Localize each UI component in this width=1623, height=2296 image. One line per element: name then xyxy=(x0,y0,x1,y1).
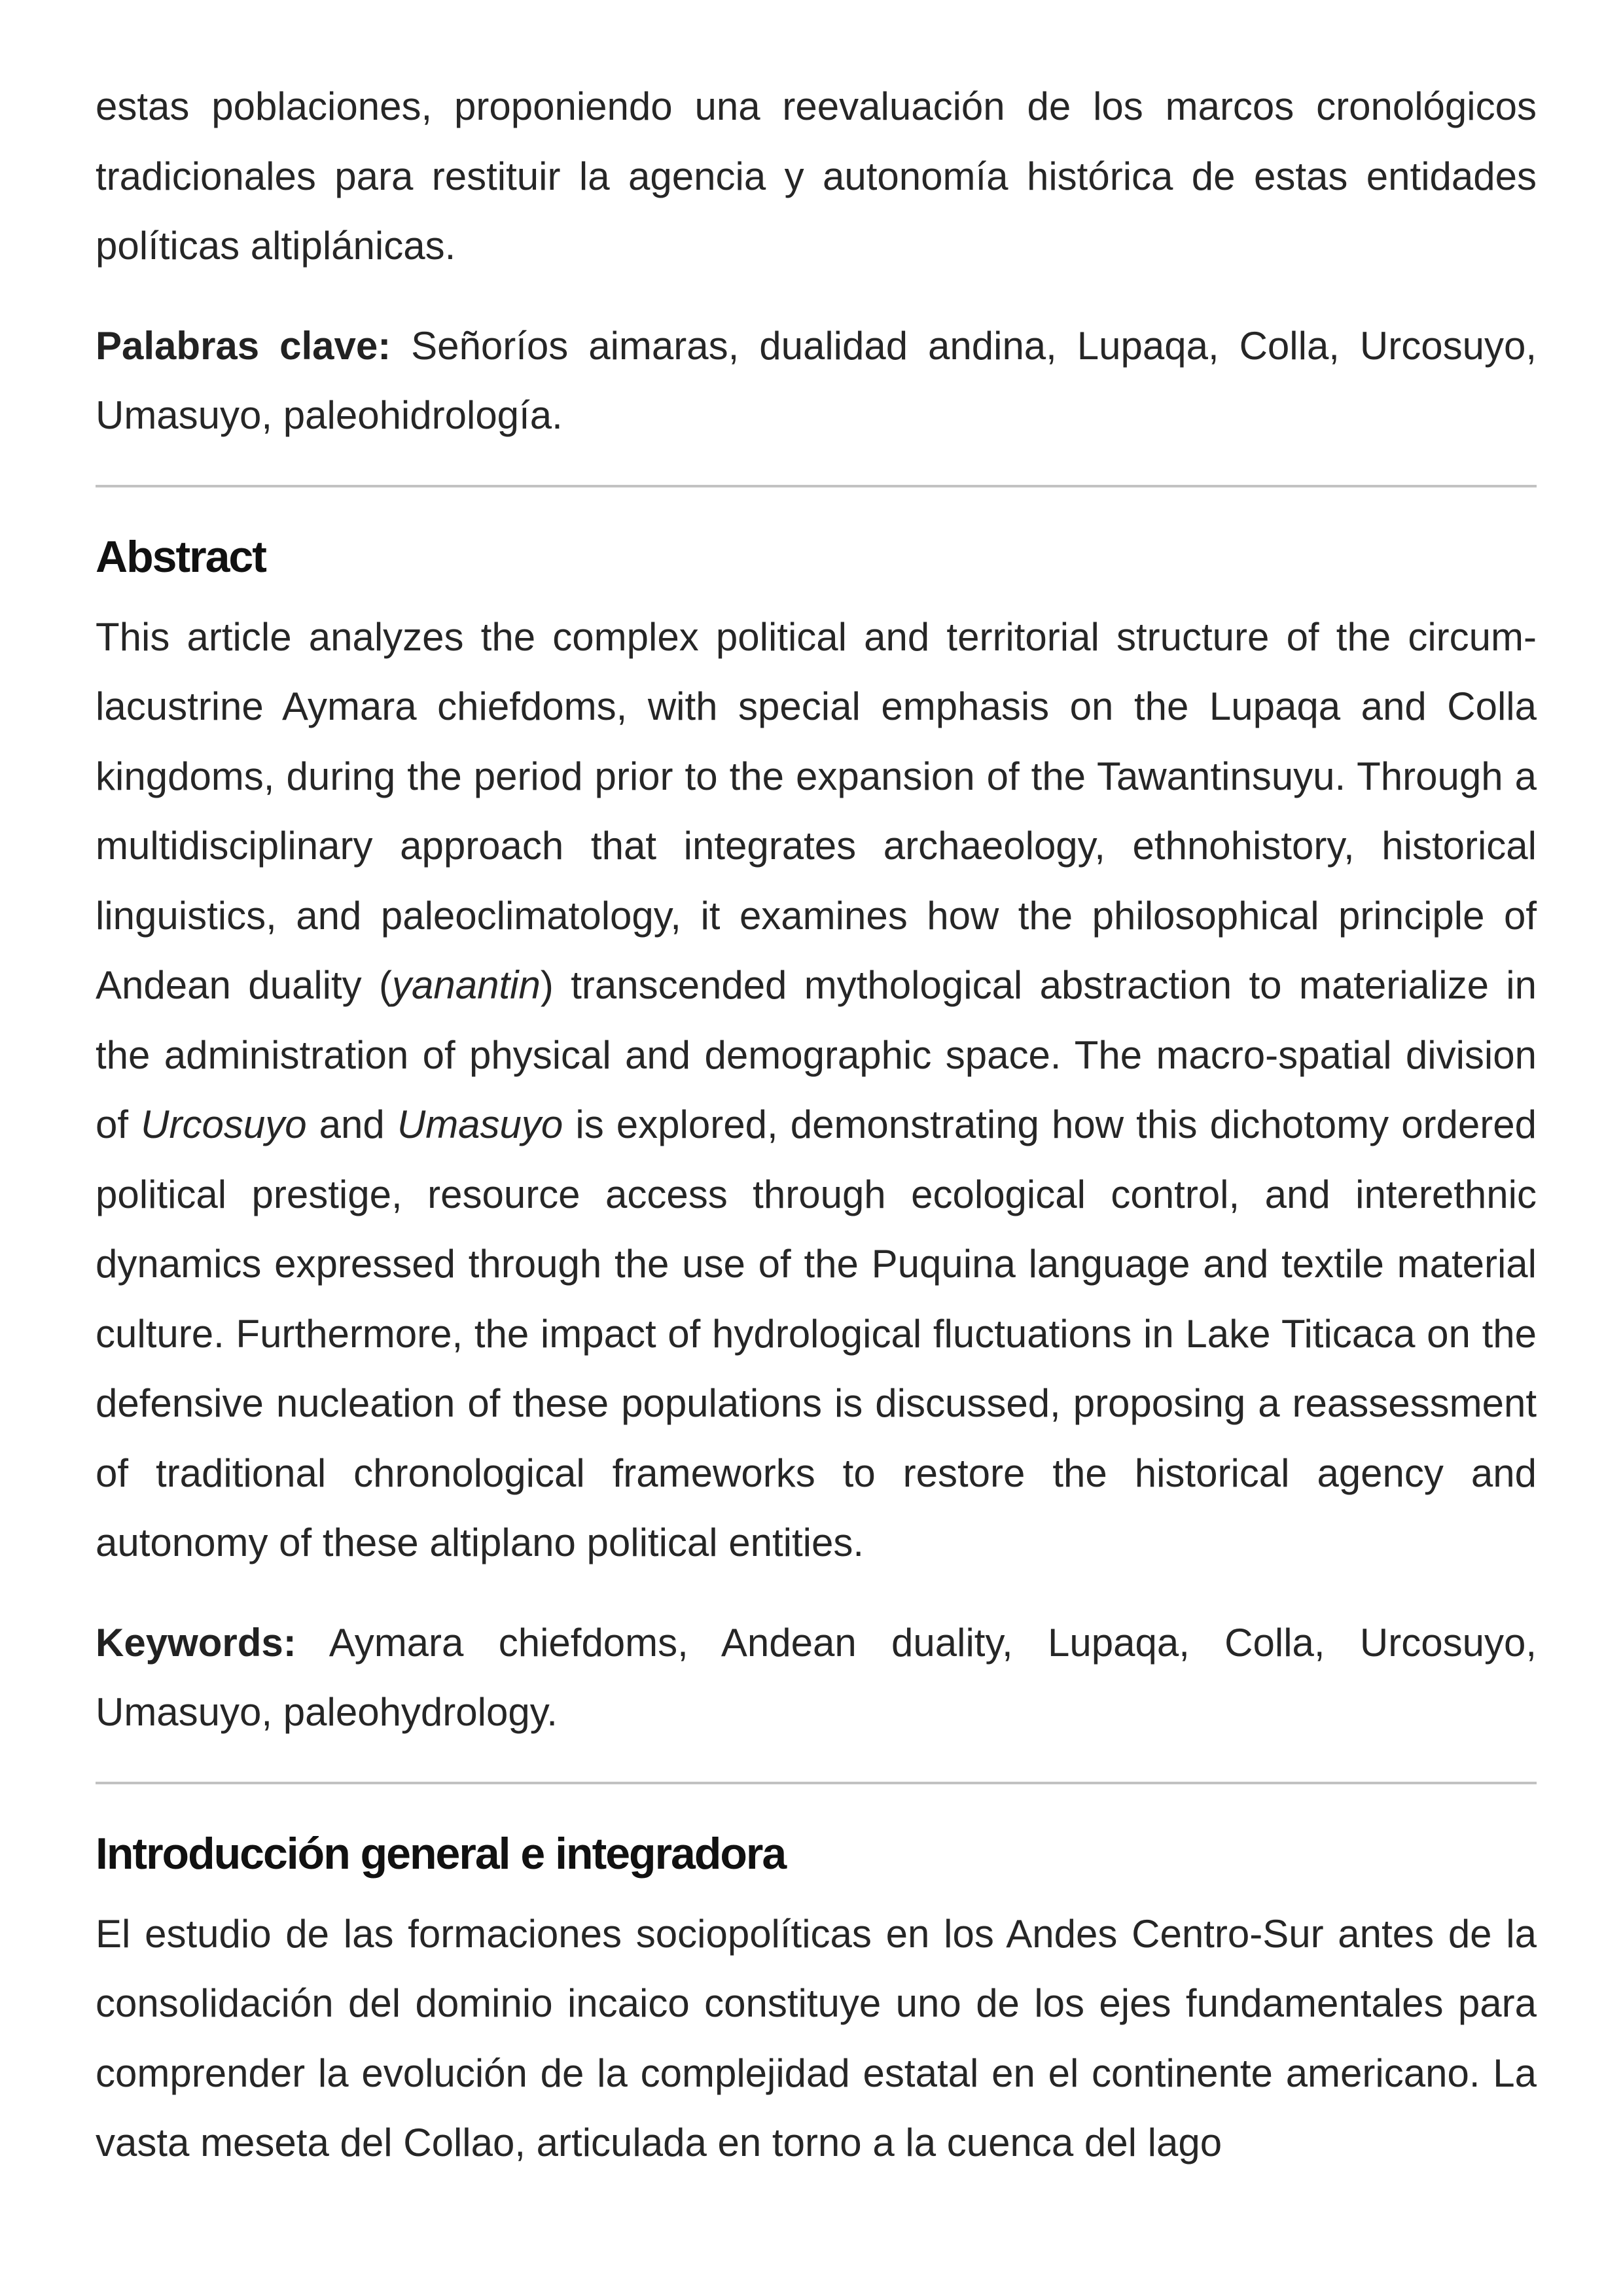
palabras-clave-text: Señoríos aimaras, dualidad andina, Lupaqa, Colla, Urcosuyo, Umasuyo, paleohidrología. xyxy=(96,323,1537,437)
introduccion-text: El estudio de las formaciones sociopolíticas en los Andes Centro-Sur antes de la consolidación del dominio incaico constituye uno de los ejes fundamentales para comprender la evolución de la complejidad estatal en el continente americano. La vasta meseta del Collao, articulada en torno a la cuenca del lago xyxy=(96,1911,1537,2164)
abstract-italic-urcosuyo: Urcosuyo xyxy=(141,1103,307,1146)
keywords-label: Keywords: xyxy=(96,1620,296,1665)
keywords-paragraph xyxy=(96,1608,1537,1748)
document-page xyxy=(96,72,1537,2178)
palabras-clave-paragraph xyxy=(96,311,1537,451)
resumen-continuation xyxy=(96,72,1537,281)
abstract-text-2: ) transcended mythological abstraction to materialize in the administration of physical and demographic space. The macro-spatial division of xyxy=(96,963,1537,1146)
palabras-clave-label: Palabras clave: xyxy=(96,323,391,368)
abstract-text-3: and xyxy=(306,1103,397,1146)
section-divider-2 xyxy=(96,1782,1537,1784)
introduccion-paragraph xyxy=(96,1899,1537,2178)
introduccion-heading: Introducción general e integradora xyxy=(96,1828,786,1879)
section-divider-1 xyxy=(96,485,1537,487)
abstract-italic-yanantin: yanantin xyxy=(392,963,541,1007)
resumen-text: estas poblaciones, proponiendo una reevaluación de los marcos cronológicos tradicionales para restituir la agencia y autonomía histórica de estas entidades políticas altiplánicas. xyxy=(96,84,1537,268)
abstract-heading: Abstract xyxy=(96,531,266,582)
abstract-paragraph xyxy=(96,603,1537,1578)
abstract-text-4: is explored, demonstrating how this dichotomy ordered political prestige, resource access through ecological control, and interethnic dynamics expressed through the use of the Puquina language and textile material culture. Furthermore, the impact of hydrological fluctuations in Lake Titicaca on the defensive nucleation of these populations is discussed, proposing a reassessment of traditional chronological frameworks to restore the historical agency and autonomy of these altiplano political entities. xyxy=(96,1103,1537,1564)
abstract-text-1: This article analyzes the complex political and territorial structure of the circum-lacustrine Aymara chiefdoms, with special emphasis on the Lupaqa and Colla kingdoms, during the period prior to the expansion of the Tawantinsuyu. Through a multidisciplinary approach that integrates archaeology, ethnohistory, historical linguistics, and paleoclimatology, it examines how the philosophical principle of Andean duality ( xyxy=(96,614,1537,1007)
abstract-italic-umasuyo: Umasuyo xyxy=(397,1103,563,1146)
keywords-text: Aymara chiefdoms, Andean duality, Lupaqa, Colla, Urcosuyo, Umasuyo, paleohydrology. xyxy=(96,1620,1537,1734)
